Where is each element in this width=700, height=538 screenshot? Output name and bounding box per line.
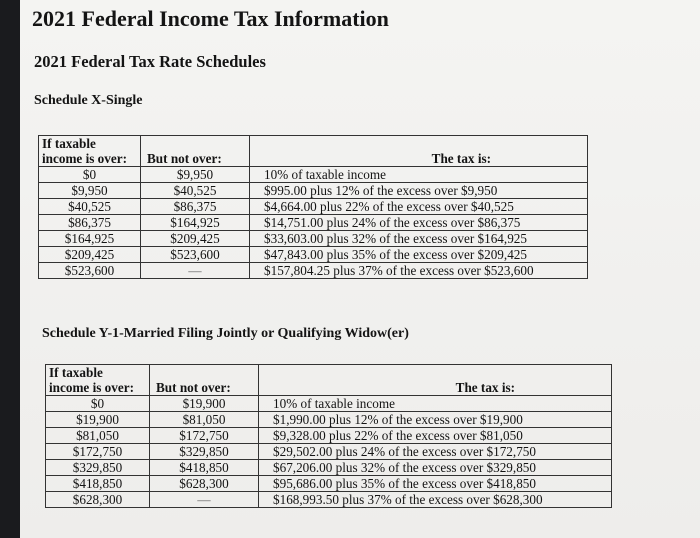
table-row (39, 231, 588, 247)
cell-income-over: $9,950 (39, 183, 141, 199)
table-header-row (39, 136, 588, 167)
schedule-x-heading: Schedule X-Single (34, 93, 143, 108)
cell-tax-is: $168,993.50 plus 37% of the excess over $628,300 (259, 492, 612, 508)
schedule-y1-heading: Schedule Y-1-Married Filing Jointly or Qualifying Widow(er) (42, 326, 409, 341)
header-income-over-line1: If taxable (49, 365, 103, 380)
cell-tax-is: $1,990.00 plus 12% of the excess over $19,900 (259, 412, 612, 428)
cell-not-over: $209,425 (141, 231, 250, 247)
cell-not-over: $418,850 (150, 460, 259, 476)
cell-tax-is: $995.00 plus 12% of the excess over $9,950 (250, 183, 588, 199)
document-page (20, 0, 700, 538)
cell-income-over: $172,750 (46, 444, 150, 460)
table-row (46, 444, 612, 460)
cell-income-over: $0 (39, 167, 141, 183)
cell-not-over: $86,375 (141, 199, 250, 215)
table-row (46, 412, 612, 428)
table-row (39, 247, 588, 263)
header-income-over-line1: If taxable (42, 136, 96, 151)
table-row (39, 183, 588, 199)
table-row (39, 215, 588, 231)
page-subtitle: 2021 Federal Tax Rate Schedules (34, 52, 266, 71)
cell-income-over: $81,050 (46, 428, 150, 444)
cell-tax-is: 10% of taxable income (250, 167, 588, 183)
cell-tax-is: $14,751.00 plus 24% of the excess over $86,375 (250, 215, 588, 231)
table-row (46, 476, 612, 492)
cell-income-over: $19,900 (46, 412, 150, 428)
cell-tax-is: $9,328.00 plus 22% of the excess over $81,050 (259, 428, 612, 444)
table-row (46, 460, 612, 476)
cell-tax-is: $29,502.00 plus 24% of the excess over $172,750 (259, 444, 612, 460)
cell-income-over: $523,600 (39, 263, 141, 279)
cell-not-over: $9,950 (141, 167, 250, 183)
cell-tax-is: 10% of taxable income (259, 396, 612, 412)
header-income-over (39, 136, 141, 167)
cell-income-over: $418,850 (46, 476, 150, 492)
cell-not-over: $628,300 (150, 476, 259, 492)
schedule-x-table (38, 135, 588, 279)
cell-not-over: — (141, 263, 250, 279)
cell-income-over: $164,925 (39, 231, 141, 247)
header-income-over-line2: income is over: (49, 380, 134, 395)
cell-not-over: $329,850 (150, 444, 259, 460)
cell-income-over: $40,525 (39, 199, 141, 215)
cell-income-over: $209,425 (39, 247, 141, 263)
schedule-y1-table (45, 364, 612, 508)
header-tax-is: The tax is: (250, 136, 588, 167)
cell-income-over: $86,375 (39, 215, 141, 231)
cell-tax-is: $95,686.00 plus 35% of the excess over $418,850 (259, 476, 612, 492)
cell-not-over: $164,925 (141, 215, 250, 231)
cell-tax-is: $33,603.00 plus 32% of the excess over $164,925 (250, 231, 588, 247)
cell-not-over: $523,600 (141, 247, 250, 263)
window-left-edge (0, 0, 20, 538)
cell-not-over: $172,750 (150, 428, 259, 444)
cell-income-over: $0 (46, 396, 150, 412)
cell-not-over: $40,525 (141, 183, 250, 199)
cell-tax-is: $47,843.00 plus 35% of the excess over $209,425 (250, 247, 588, 263)
header-not-over: But not over: (150, 365, 259, 396)
table-row (39, 167, 588, 183)
cell-not-over: $19,900 (150, 396, 259, 412)
cell-income-over: $329,850 (46, 460, 150, 476)
page-title: 2021 Federal Income Tax Information (32, 6, 389, 31)
table-row (46, 492, 612, 508)
cell-not-over: — (150, 492, 259, 508)
header-income-over-line2: income is over: (42, 151, 127, 166)
table-header-row (46, 365, 612, 396)
table-row (46, 396, 612, 412)
cell-tax-is: $157,804.25 plus 37% of the excess over $523,600 (250, 263, 588, 279)
header-tax-is: The tax is: (259, 365, 612, 396)
cell-tax-is: $67,206.00 plus 32% of the excess over $329,850 (259, 460, 612, 476)
table-row (39, 199, 588, 215)
cell-tax-is: $4,664.00 plus 22% of the excess over $40,525 (250, 199, 588, 215)
header-income-over (46, 365, 150, 396)
table-row (39, 263, 588, 279)
table-row (46, 428, 612, 444)
header-not-over: But not over: (141, 136, 250, 167)
cell-income-over: $628,300 (46, 492, 150, 508)
cell-not-over: $81,050 (150, 412, 259, 428)
